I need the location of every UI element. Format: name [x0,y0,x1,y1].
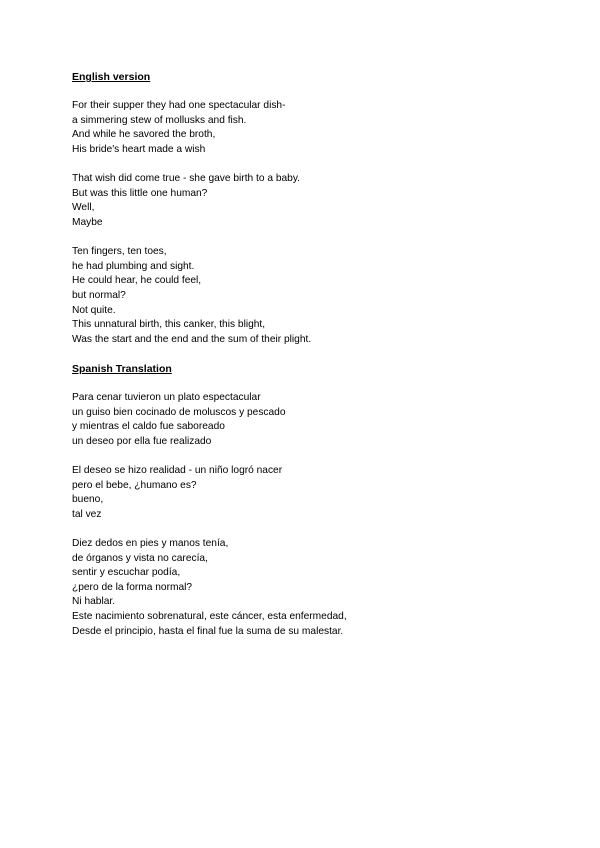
verse-line: un deseo por ella fue realizado [72,435,212,447]
verse-line: Diez dedos en pies y manos tenía, [72,538,229,549]
document-body [72,70,532,639]
verse-line: Ten fingers, ten toes, [72,246,167,258]
verse-line: tal vez [72,508,102,520]
verse-line: Maybe [72,216,103,228]
verse-line: y mientras el caldo fue saboreado [72,421,225,433]
verse-line: un guiso bien cocinado de moluscos y pescado [72,406,286,418]
verse-line: bueno, [72,494,104,506]
verse-line: For their supper they had one spectacular dish- [72,100,286,112]
verse-line: he had plumbing and sight. [72,260,195,272]
verse-line: Well, [72,202,95,214]
verse-line: That wish did come true - she gave birth to a baby. [72,173,301,185]
verse-line: Not quite. [72,304,116,316]
verse-line: de órganos y vista no carecía, [72,552,208,564]
section-spanish [72,362,532,639]
verse-line: His bride's heart made a wish [72,143,206,155]
stanza-english-1 [72,99,532,157]
verse-line: Este nacimiento sobrenatural, este cáncer, esta enfermedad, [72,610,347,622]
verse-line: but normal? [72,289,126,301]
verse-line: sentir y escuchar podía, [72,567,181,579]
section-heading-english: English version [72,71,151,83]
verse-line: Desde el principio, hasta el final fue la suma de su malestar. [72,625,344,637]
verse-line: And while he savored the broth, [72,129,216,141]
verse-line: Was the start and the end and the sum of their plight. [72,333,312,345]
section-heading-spanish: Spanish Translation [72,362,172,375]
stanza-spanish-2 [72,464,532,522]
verse-line: Ni hablar. [72,596,116,608]
section-english [72,70,532,347]
verse-line: He could hear, he could feel, [72,275,202,287]
stanza-english-2 [72,172,532,230]
stanza-english-3 [72,245,532,347]
verse-line: This unnatural birth, this canker, this blight, [72,319,266,331]
verse-line: a simmering stew of mollusks and fish. [72,114,247,126]
verse-line: Para cenar tuvieron un plato espectacular [72,392,261,404]
verse-line: pero el bebe, ¿humano es? [72,479,197,491]
stanza-spanish-3 [72,537,532,639]
stanza-spanish-1 [72,391,532,449]
verse-line: ¿pero de la forma normal? [72,581,193,593]
verse-line: El deseo se hizo realidad - un niño logró nacer [72,465,283,477]
verse-line: But was this little one human? [72,187,208,199]
